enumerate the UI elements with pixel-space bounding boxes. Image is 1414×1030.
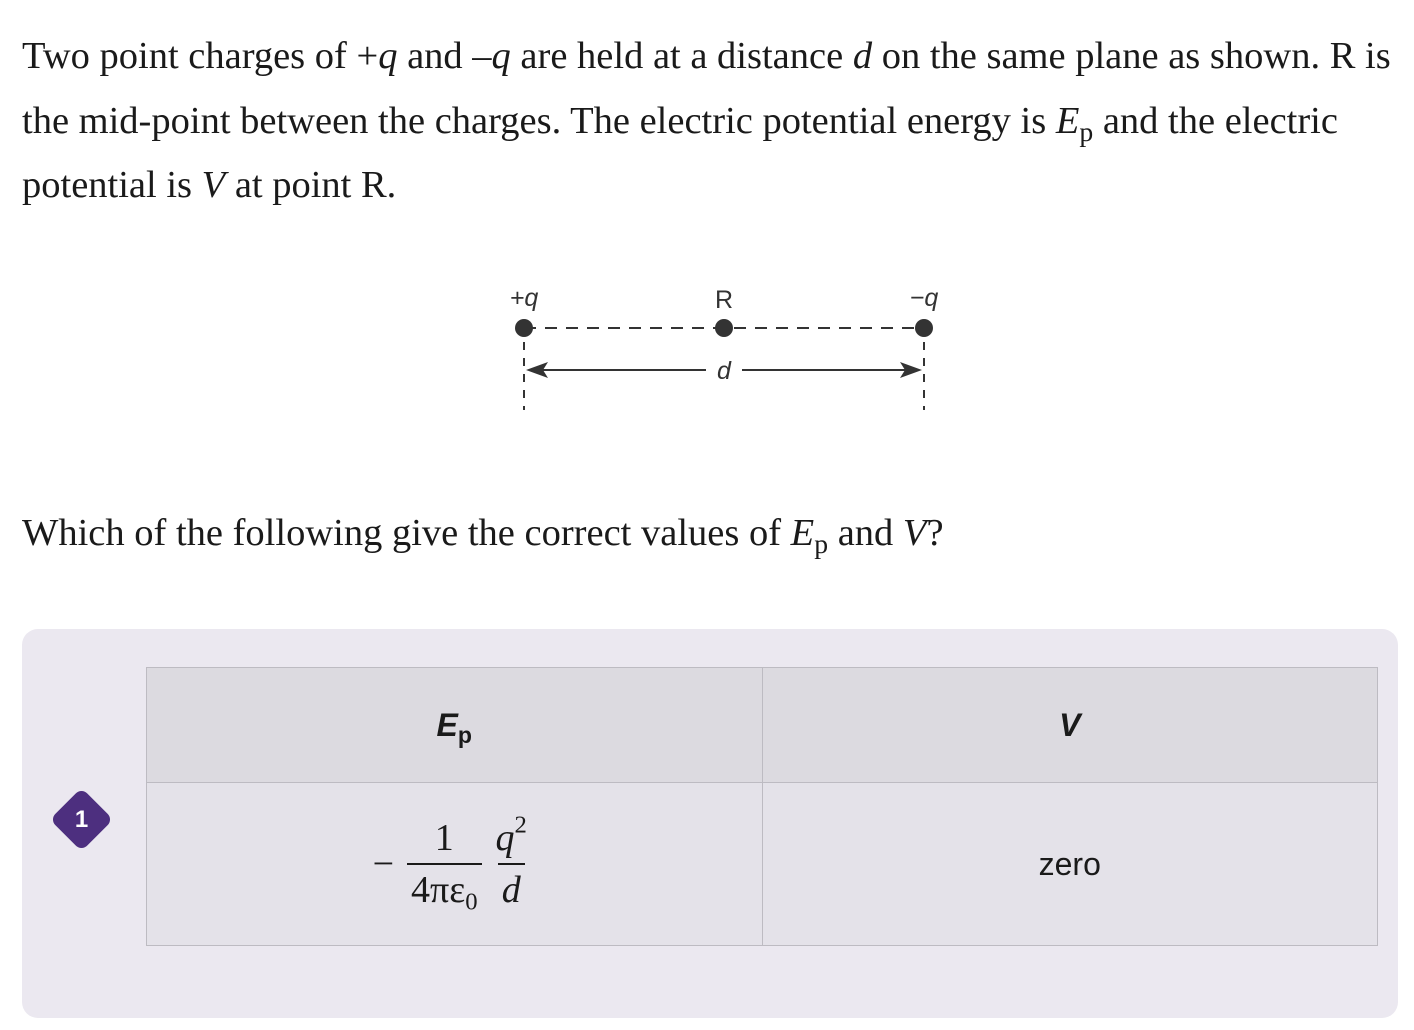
question-text-part: and the electric potential is [22,99,1338,206]
plus-charge-dot [515,319,533,337]
midpoint-label: R [714,286,734,314]
formula-minus: − [372,843,395,885]
plus-charge-label: +q [509,284,539,312]
question-text-part: at point R. [225,164,397,206]
question-text-part: and – [397,35,492,77]
ep-subscript: p [814,527,829,559]
prompt-text [22,503,1392,563]
question-text-part: Two point charges of + [22,35,379,77]
answer-table [146,667,1378,946]
prompt-text-part: ? [926,512,944,554]
q-variable: q [491,35,511,77]
question-text [22,24,1392,218]
header-v-label: V [1059,706,1081,743]
cell-ep-value [147,783,763,946]
epsilon-subscript: 0 [465,888,478,916]
v-variable: V [902,512,927,554]
prompt-text-part: Which of the following give the correct values of [22,512,791,554]
minus-charge-label: −q [909,284,939,312]
cell-v-value [762,783,1378,946]
fraction-numerator: 1 [434,817,454,859]
distance-label: d [717,357,731,385]
header-ep [147,668,763,783]
header-ep-label [436,706,472,748]
fraction-numerator [492,811,531,863]
charge-diagram [480,270,960,420]
ep-formula [372,811,536,916]
ep-variable: E [790,512,815,554]
fraction-charge [492,811,531,911]
question-text-part: are held at a distance [510,35,853,77]
option-number: 1 [74,805,89,833]
fraction-denominator [498,863,525,909]
d-variable: d [852,35,873,77]
q-variable: q [495,817,515,859]
exponent: 2 [514,811,527,839]
header-v [762,668,1378,783]
ep-subscript: p [1079,115,1094,147]
midpoint-dot [715,319,733,337]
fraction-constant [407,817,482,916]
fraction-denominator [407,863,482,916]
v-value: zero [1038,845,1101,882]
den-main: 4πε [411,869,466,911]
prompt-text-part: and [828,512,903,554]
minus-charge-dot [915,319,933,337]
v-variable: V [201,164,226,206]
d-variable: d [501,869,521,911]
ep-variable: E [1055,99,1080,142]
header-ep-sub: p [457,721,472,748]
question-text-part: on the same plane as shown. R is the mid-point between the charges. The electric potential energy is [22,35,1391,142]
table-row [147,783,1378,946]
answer-option-1[interactable] [22,629,1398,1018]
q-variable: q [378,35,398,77]
table-header-row [147,668,1378,783]
header-ep-var: E [436,706,458,743]
